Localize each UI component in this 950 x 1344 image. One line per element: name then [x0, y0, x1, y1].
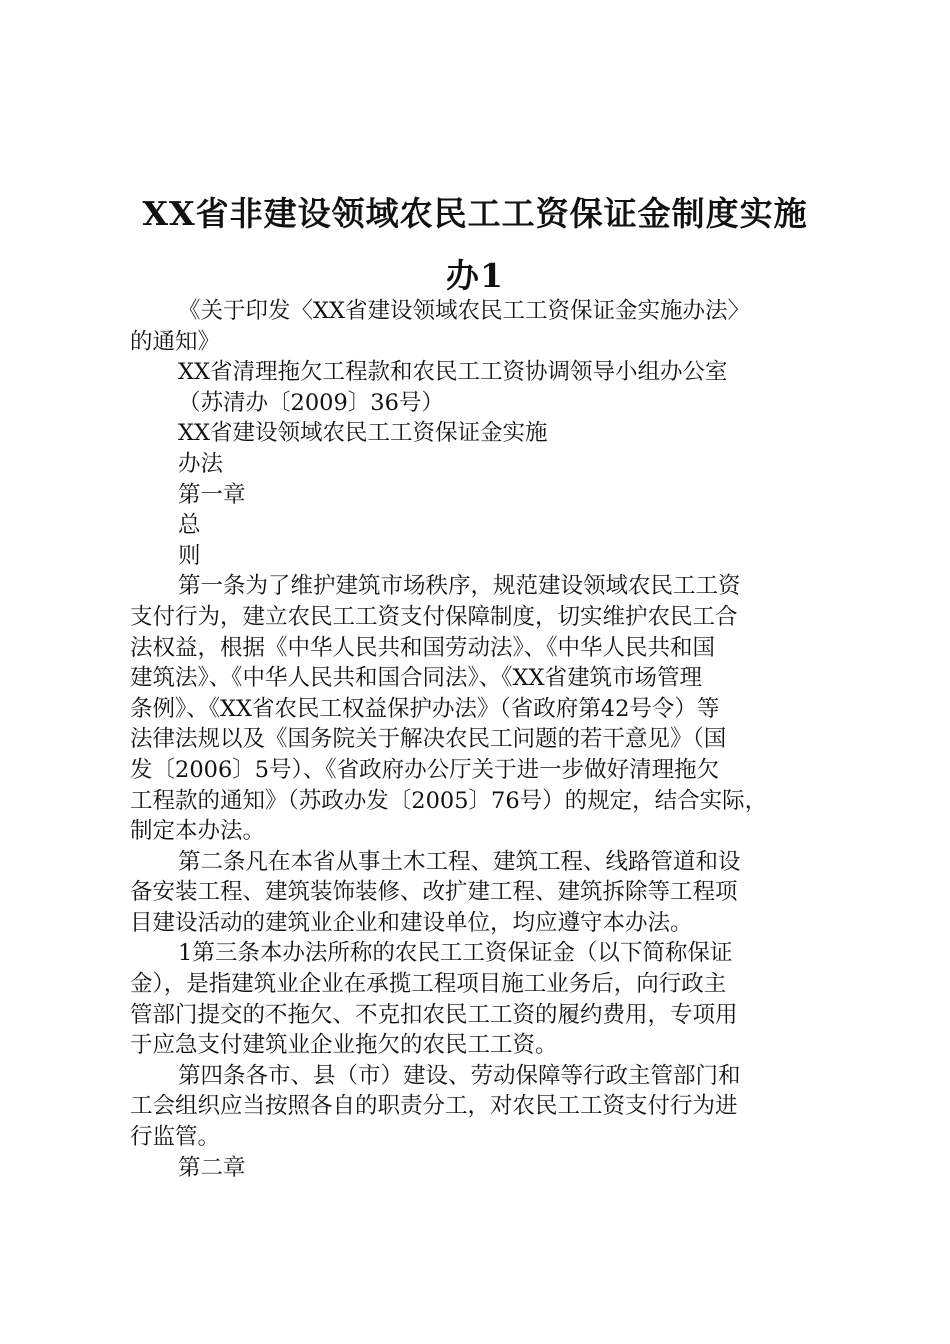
chapter-name: 则: [178, 542, 201, 569]
article-line: 金），是指建筑业企业在承揽工程项目施工业务后，向行政主: [130, 971, 727, 998]
measures-title-line: XX省建设领域农民工工资保证金实施: [178, 420, 548, 447]
document-title-line-1: XX省非建设领域农民工工资保证金制度实施: [142, 194, 808, 233]
article-line: 于应急支付建筑业企业拖欠的农民工工资。: [130, 1032, 558, 1059]
article-line: 1第三条本办法所称的农民工工资保证金（以下简称保证: [178, 940, 733, 967]
article-line: 第二条凡在本省从事土木工程、建筑工程、线路管道和设: [178, 848, 741, 875]
issuer-line: XX省清理拖欠工程款和农民工工资协调领导小组办公室: [178, 359, 728, 386]
chapter-heading: 第一章: [178, 481, 246, 508]
article-line: 法律法规以及《国务院关于解决农民工问题的若干意见》（国: [130, 726, 727, 753]
article-line: 备安装工程、建筑装饰装修、改扩建工程、建筑拆除等工程项: [130, 879, 738, 906]
article-line: 工程款的通知》（苏政办发〔2005〕76号）的规定，结合实际，: [130, 787, 768, 814]
article-line: 法权益，根据《中华人民共和国劳动法》、《中华人民共和国: [130, 634, 716, 661]
document-number: （苏清办〔2009〕36号）: [178, 389, 444, 416]
chapter-heading: 第二章: [178, 1154, 246, 1181]
article-line: 第四条各市、县（市）建设、劳动保障等行政主管部门和: [178, 1062, 741, 1089]
notice-title-line: 《关于印发〈XX省建设领域农民工工资保证金实施办法〉: [178, 298, 751, 324]
article-line: 工会组织应当按照各自的职责分工，对农民工工资支付行为进: [130, 1093, 738, 1120]
chapter-name: 总: [178, 512, 201, 539]
article-line: 第一条为了维护建筑市场秩序，规范建设领域农民工工资: [178, 573, 741, 600]
article-line: 建筑法》、《中华人民共和国合同法》、《XX省建筑市场管理: [130, 665, 703, 692]
measures-title-line: 办法: [178, 450, 224, 477]
document-body: [130, 296, 840, 1183]
article-line: 支付行为，建立农民工工资支付保障制度，切实维护农民工合: [130, 603, 738, 630]
article-line: 目建设活动的建筑业企业和建设单位，均应遵守本办法。: [130, 909, 693, 936]
notice-title-line: 的通知》: [130, 328, 221, 355]
document-title-line-2: 办1: [446, 256, 504, 295]
article-line: 制定本办法。: [130, 818, 266, 845]
article-line: 行监管。: [130, 1124, 221, 1151]
article-line: 发〔2006〕5号）、《省政府办公厅关于进一步做好清理拖欠: [130, 756, 720, 783]
article-line: 条例》、《XX省农民工权益保护办法》（省政府第42号令）等: [130, 695, 720, 722]
article-line: 管部门提交的不拖欠、不克扣农民工工资的履约费用，专项用: [130, 1001, 738, 1028]
